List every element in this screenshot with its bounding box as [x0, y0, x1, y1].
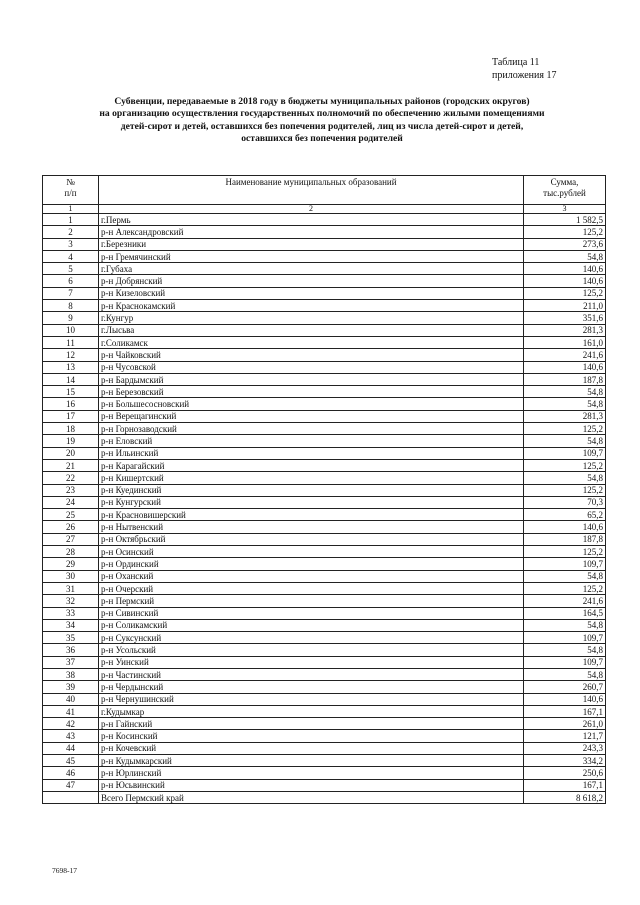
row-amount: 125,2	[524, 459, 606, 471]
row-number: 5	[43, 263, 99, 275]
row-number: 27	[43, 533, 99, 545]
column-index-2: 2	[99, 205, 524, 214]
column-header-number	[43, 176, 99, 205]
document-code: 7698-17	[52, 866, 77, 875]
row-amount: 140,6	[524, 521, 606, 533]
row-municipality: р-н Пермский	[99, 595, 524, 607]
row-municipality: г.Соликамск	[99, 336, 524, 348]
row-amount: 140,6	[524, 361, 606, 373]
row-municipality: р-н Нытвенский	[99, 521, 524, 533]
row-amount: 125,2	[524, 546, 606, 558]
row-municipality: р-н Карагайский	[99, 459, 524, 471]
row-amount: 125,2	[524, 484, 606, 496]
table-row	[43, 668, 606, 680]
row-amount: 54,8	[524, 619, 606, 631]
row-amount: 161,0	[524, 336, 606, 348]
row-number: 22	[43, 472, 99, 484]
row-municipality: р-н Кудымкарский	[99, 755, 524, 767]
row-amount: 250,6	[524, 767, 606, 779]
row-number: 35	[43, 632, 99, 644]
row-number: 15	[43, 386, 99, 398]
row-amount: 211,0	[524, 300, 606, 312]
row-municipality: г.Березники	[99, 238, 524, 250]
total-row	[43, 791, 606, 803]
row-amount: 187,8	[524, 373, 606, 385]
row-municipality: р-н Юрлинский	[99, 767, 524, 779]
table-body	[43, 214, 606, 804]
title-line-2: на организацию осуществления государственных полномочий по обеспечению жилыми помещениями	[99, 108, 545, 120]
row-number: 18	[43, 423, 99, 435]
table-row	[43, 386, 606, 398]
row-number: 41	[43, 705, 99, 717]
row-municipality: р-н Чердынский	[99, 681, 524, 693]
row-amount: 261,0	[524, 718, 606, 730]
row-municipality: р-н Юсьвинский	[99, 779, 524, 791]
row-amount: 54,8	[524, 472, 606, 484]
column-index-1: 1	[43, 205, 99, 214]
row-number: 7	[43, 287, 99, 299]
table-row	[43, 521, 606, 533]
row-number: 29	[43, 558, 99, 570]
subsidies-table	[42, 175, 606, 804]
row-amount: 140,6	[524, 263, 606, 275]
table-row	[43, 619, 606, 631]
row-amount: 54,8	[524, 668, 606, 680]
row-amount: 109,7	[524, 447, 606, 459]
table-row	[43, 496, 606, 508]
row-number: 47	[43, 779, 99, 791]
table-row	[43, 558, 606, 570]
row-amount: 260,7	[524, 681, 606, 693]
row-number: 42	[43, 718, 99, 730]
row-amount: 54,8	[524, 570, 606, 582]
row-number: 34	[43, 619, 99, 631]
row-number: 6	[43, 275, 99, 287]
row-municipality: р-н Осинский	[99, 546, 524, 558]
row-municipality: г.Лысьва	[99, 324, 524, 336]
row-number: 21	[43, 459, 99, 471]
row-amount: 109,7	[524, 656, 606, 668]
row-number: 23	[43, 484, 99, 496]
row-number: 45	[43, 755, 99, 767]
row-municipality: р-н Сивинский	[99, 607, 524, 619]
row-municipality: р-н Чернушинский	[99, 693, 524, 705]
table-row	[43, 705, 606, 717]
total-label: Всего Пермский край	[99, 791, 524, 803]
row-municipality: г.Губаха	[99, 263, 524, 275]
column-header-name: Наименование муниципальных образований	[99, 176, 524, 205]
table-row	[43, 349, 606, 361]
column-index-3: 3	[524, 205, 606, 214]
row-amount: 167,1	[524, 779, 606, 791]
table-row	[43, 312, 606, 324]
row-municipality: р-н Красновишерский	[99, 509, 524, 521]
table-row	[43, 742, 606, 754]
row-number: 12	[43, 349, 99, 361]
table-row	[43, 607, 606, 619]
row-amount: 121,7	[524, 730, 606, 742]
table-row	[43, 410, 606, 422]
table-row	[43, 730, 606, 742]
table-row	[43, 238, 606, 250]
row-number: 10	[43, 324, 99, 336]
row-number: 25	[43, 509, 99, 521]
row-amount: 281,3	[524, 324, 606, 336]
row-number: 2	[43, 226, 99, 238]
row-number: 33	[43, 607, 99, 619]
row-amount: 54,8	[524, 386, 606, 398]
row-amount: 125,2	[524, 582, 606, 594]
table-row	[43, 287, 606, 299]
table-row	[43, 214, 606, 226]
row-number: 43	[43, 730, 99, 742]
table-row	[43, 718, 606, 730]
row-amount: 164,5	[524, 607, 606, 619]
table-row	[43, 693, 606, 705]
row-municipality: р-н Чусовской	[99, 361, 524, 373]
row-municipality: р-н Кишертский	[99, 472, 524, 484]
row-number: 38	[43, 668, 99, 680]
row-municipality: р-н Кунгурский	[99, 496, 524, 508]
row-number: 37	[43, 656, 99, 668]
row-municipality: р-н Ильинский	[99, 447, 524, 459]
row-amount: 54,8	[524, 435, 606, 447]
row-number: 8	[43, 300, 99, 312]
table-row	[43, 632, 606, 644]
row-number: 30	[43, 570, 99, 582]
row-amount: 140,6	[524, 275, 606, 287]
column-header-sum-line2: тыс.рублей	[543, 188, 586, 198]
table-row	[43, 472, 606, 484]
row-municipality: р-н Уинский	[99, 656, 524, 668]
table-row	[43, 582, 606, 594]
column-index-row	[43, 205, 606, 214]
row-municipality: р-н Куединский	[99, 484, 524, 496]
document-title	[62, 96, 582, 146]
row-number: 20	[43, 447, 99, 459]
row-amount: 70,3	[524, 496, 606, 508]
table-number: Таблица 11	[492, 57, 540, 68]
row-number: 19	[43, 435, 99, 447]
table-row	[43, 324, 606, 336]
row-municipality: р-н Частинский	[99, 668, 524, 680]
row-amount: 243,3	[524, 742, 606, 754]
table-row	[43, 570, 606, 582]
row-amount: 65,2	[524, 509, 606, 521]
title-line-4: оставшихся без попечения родителей	[241, 133, 403, 145]
total-amount: 8 618,2	[524, 791, 606, 803]
row-municipality: р-н Гремячинский	[99, 250, 524, 262]
row-number: 28	[43, 546, 99, 558]
row-number: 16	[43, 398, 99, 410]
table-row	[43, 361, 606, 373]
table-row	[43, 336, 606, 348]
table-row	[43, 509, 606, 521]
table-row	[43, 656, 606, 668]
row-municipality: р-н Березовский	[99, 386, 524, 398]
table-row	[43, 435, 606, 447]
row-municipality: р-н Александровский	[99, 226, 524, 238]
row-number: 26	[43, 521, 99, 533]
row-municipality: г.Кунгур	[99, 312, 524, 324]
row-municipality: р-н Бардымский	[99, 373, 524, 385]
row-number: 40	[43, 693, 99, 705]
row-municipality: р-н Очерский	[99, 582, 524, 594]
row-municipality: р-н Суксунский	[99, 632, 524, 644]
table-row	[43, 484, 606, 496]
row-amount: 1 582,5	[524, 214, 606, 226]
row-number: 24	[43, 496, 99, 508]
row-number: 32	[43, 595, 99, 607]
row-amount: 109,7	[524, 558, 606, 570]
table-row	[43, 595, 606, 607]
table-row	[43, 755, 606, 767]
row-municipality: г.Пермь	[99, 214, 524, 226]
row-amount: 273,6	[524, 238, 606, 250]
column-header-sum-line1: Сумма,	[550, 177, 579, 187]
row-amount: 54,8	[524, 250, 606, 262]
table-row	[43, 263, 606, 275]
row-municipality: р-н Еловский	[99, 435, 524, 447]
row-amount: 125,2	[524, 226, 606, 238]
row-municipality: р-н Оханский	[99, 570, 524, 582]
table-row	[43, 398, 606, 410]
row-number: 13	[43, 361, 99, 373]
row-amount: 109,7	[524, 632, 606, 644]
appendix-number: приложения 17	[492, 70, 557, 81]
row-number: 31	[43, 582, 99, 594]
row-number: 46	[43, 767, 99, 779]
table-row	[43, 300, 606, 312]
table-row	[43, 644, 606, 656]
table-row	[43, 546, 606, 558]
row-municipality: р-н Чайковский	[99, 349, 524, 361]
row-number: 11	[43, 336, 99, 348]
column-header-number-line1: №	[66, 177, 75, 187]
row-amount: 54,8	[524, 398, 606, 410]
row-amount: 334,2	[524, 755, 606, 767]
row-municipality: р-н Верещагинский	[99, 410, 524, 422]
row-municipality: р-н Гайнский	[99, 718, 524, 730]
table-row	[43, 779, 606, 791]
table-row	[43, 275, 606, 287]
row-municipality: р-н Горнозаводский	[99, 423, 524, 435]
row-number: 1	[43, 214, 99, 226]
row-municipality: р-н Кизеловский	[99, 287, 524, 299]
row-municipality: р-н Краснокамский	[99, 300, 524, 312]
title-line-1: Субвенции, передаваемые в 2018 году в бюджеты муниципальных районов (городских округов)	[114, 96, 530, 107]
row-municipality: р-н Октябрьский	[99, 533, 524, 545]
table-row	[43, 226, 606, 238]
table-row	[43, 423, 606, 435]
table-row	[43, 250, 606, 262]
row-amount: 241,6	[524, 595, 606, 607]
row-municipality: р-н Ординский	[99, 558, 524, 570]
row-number: 36	[43, 644, 99, 656]
table-row	[43, 767, 606, 779]
row-number: 3	[43, 238, 99, 250]
row-municipality: р-н Кочевский	[99, 742, 524, 754]
table-row	[43, 459, 606, 471]
row-amount: 241,6	[524, 349, 606, 361]
row-number: 14	[43, 373, 99, 385]
row-amount: 167,1	[524, 705, 606, 717]
row-number: 9	[43, 312, 99, 324]
table-reference	[492, 56, 556, 82]
row-amount: 281,3	[524, 410, 606, 422]
title-line-3: детей-сирот и детей, оставшихся без попечения родителей, лиц из числа детей-сирот и детей,	[120, 120, 524, 132]
row-municipality: р-н Добрянский	[99, 275, 524, 287]
table-row	[43, 447, 606, 459]
row-amount: 351,6	[524, 312, 606, 324]
row-municipality: р-н Усольский	[99, 644, 524, 656]
row-number: 39	[43, 681, 99, 693]
row-amount: 140,6	[524, 693, 606, 705]
row-number: 4	[43, 250, 99, 262]
column-header-sum	[524, 176, 606, 205]
row-municipality: г.Кудымкар	[99, 705, 524, 717]
total-row-number	[43, 791, 99, 803]
table-header-row	[43, 176, 606, 205]
row-municipality: р-н Соликамский	[99, 619, 524, 631]
row-number: 17	[43, 410, 99, 422]
row-number: 44	[43, 742, 99, 754]
row-municipality: р-н Большесосновский	[99, 398, 524, 410]
row-amount: 125,2	[524, 423, 606, 435]
row-amount: 54,8	[524, 644, 606, 656]
column-header-number-line2: п/п	[64, 188, 77, 198]
row-amount: 187,8	[524, 533, 606, 545]
row-municipality: р-н Косинский	[99, 730, 524, 742]
table-row	[43, 681, 606, 693]
row-amount: 125,2	[524, 287, 606, 299]
table-row	[43, 373, 606, 385]
table-row	[43, 533, 606, 545]
